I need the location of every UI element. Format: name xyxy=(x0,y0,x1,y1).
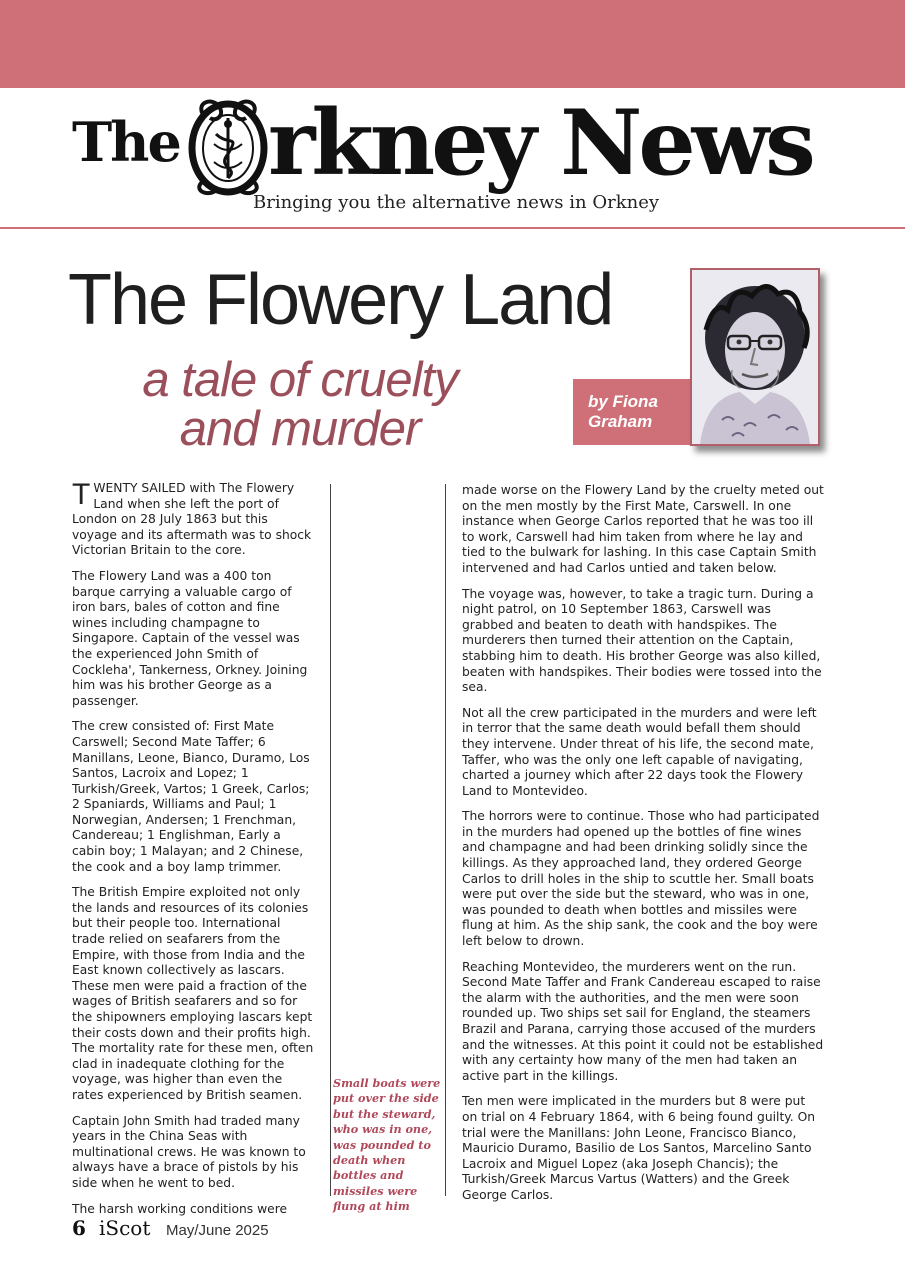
paragraph: made worse on the Flowery Land by the cruelty meted out on the men mostly by the First Mate, Carswell. In one instance when George Carlos reported that he was too ill to work, Carswell had him taken from where he lay and tied to the bulwark for lashing. In this case Captain Smith intervened and had Carlos untied and taken below. xyxy=(462,483,824,575)
paragraph xyxy=(72,478,314,559)
top-color-band xyxy=(0,0,905,88)
paragraph: The harsh working conditions were xyxy=(72,1201,288,1216)
byline xyxy=(588,392,688,432)
paragraph-text: WENTY SAILED with The Flowery Land when she left the port of London on 28 July 1863 but this voyage and its aftermath was to shock Victorian Britain to the core. xyxy=(72,481,312,558)
column-divider xyxy=(330,484,331,1196)
paragraph: The British Empire exploited not only the lands and resources of its colonies but their people too. International trade relied on seafarers from the Empire, with those from India and the East known collectively as lascars. These men were paid a fraction of the wages of British seafarers and so for the shipowners employing lascars kept their costs down and their profits high. The mortality rate for these men, often clad in inadequate clothing for the voyage, was higher than even the rates experienced by British seamen. xyxy=(72,885,314,1102)
article-right-column xyxy=(462,483,824,1214)
masthead-name: rkney News xyxy=(268,90,812,196)
paragraph: Reaching Montevideo, the murderers went on the run. Second Mate Taffer and Frank Candereau escaped to raise the alarm with the authorities, and the men were soon rounded up. Two ships set sail for England, the steamers Brazil and Parana, carrying those accused of the murders and the witnesses. At this point it could not be established with any certainty how many of the men had taken an active part in the killings. xyxy=(462,959,824,1083)
article-title: The Flowery Land xyxy=(68,260,613,340)
paragraph: The horrors were to continue. Those who had participated in the murders had opened up the bottles of fine wines and champagne and had been drinking solidly since the killings. As they approached land, they ordered George Carlos to drill holes in the ship to scuttle her. Small boats were put over the side but the steward, who was in one, was pounded to death when bottles and missiles were flung at him. As the ship sank, the cook and the boy were left below to drown. xyxy=(462,809,820,949)
paragraph: The voyage was, however, to take a tragic turn. During a night patrol, on 10 September 1863, Carswell was grabbed and beaten to death with handspikes. The murderers then turned their attention on the Captain, stabbing him to death. His brother George was also killed, beaten with handspikes. Their bodies were tossed into the sea. xyxy=(462,586,822,695)
masthead xyxy=(0,88,905,228)
masthead-divider xyxy=(0,227,905,229)
article-left-column xyxy=(72,478,314,1227)
paragraph: Not all the crew participated in the murders and were left in terror that the same death would befall them should they intervene. Under threat of his life, the second mate, Taffer, who was the only one left capable of navigating, charted a journey which after 22 days took the Flowery Land to Montevideo. xyxy=(462,705,817,798)
paragraph: The crew consisted of: First Mate Carswell; Second Mate Taffer; 6 Manillans, Leone, Bianco, Duramo, Los Santos, Lacroix and Lopez; 1 Turkish/Greek, Vartos; 1 Greek, Carlos; 2 Spaniards, Williams and Paul; 1 Norwegian, Andersen; 1 Frenchman, Candereau; 1 Englishman, Early a cabin boy; 1 Malayan; and 2 Chinese, the cook and a boy lamp trimmer. xyxy=(72,719,310,874)
subtitle-line-1: a tale of cruelty xyxy=(142,353,458,407)
masthead-tagline: Bringing you the alternative news in Orkney xyxy=(253,192,660,213)
author-portrait-icon xyxy=(690,268,820,446)
byline-line-2: Graham xyxy=(588,412,653,431)
masthead-the: The xyxy=(72,110,180,174)
issue-date: May/June 2025 xyxy=(166,1222,269,1239)
pull-quote: Small boats were put over the side but the steward, who was in one, was pounded to death when bottles and missiles were flung at him xyxy=(333,1076,441,1214)
column-divider xyxy=(445,484,446,1196)
paragraph: Captain John Smith had traded many years in the China Seas with multinational crews. He was known to always have a brace of pistols by his side when he went to bed. xyxy=(72,1113,306,1190)
celtic-o-emblem-icon xyxy=(186,94,270,198)
magazine-logo: iScot xyxy=(99,1216,151,1240)
byline-line-1: by Fiona xyxy=(588,392,658,411)
article-subtitle xyxy=(95,353,505,456)
paragraph: The Flowery Land was a 400 ton barque carrying a valuable cargo of iron bars, bales of cotton and fine wines including champagne to Singapore. Captain of the vessel was the experienced John Smith of Cockleha', Tankerness, Orkney. Joining him was his brother George as a passenger. xyxy=(72,568,308,708)
paragraph: Ten men were implicated in the murders but 8 were put on trial on 4 February 1864, with 6 being found guilty. On trial were the Manillans: John Leone, Francisco Bianco, Mauricio Duramo, Basilio de Los Santos, Marcelino Santo Lacroix and Miguel Lopez (aka Joseph Chancis); the Turkish/Greek Marcus Vartus (Watters) and the Greek George Carlos. xyxy=(462,1094,816,1202)
drop-cap: T xyxy=(72,478,91,511)
subtitle-line-2: and murder xyxy=(179,402,421,456)
page-number: 6 xyxy=(72,1216,86,1240)
